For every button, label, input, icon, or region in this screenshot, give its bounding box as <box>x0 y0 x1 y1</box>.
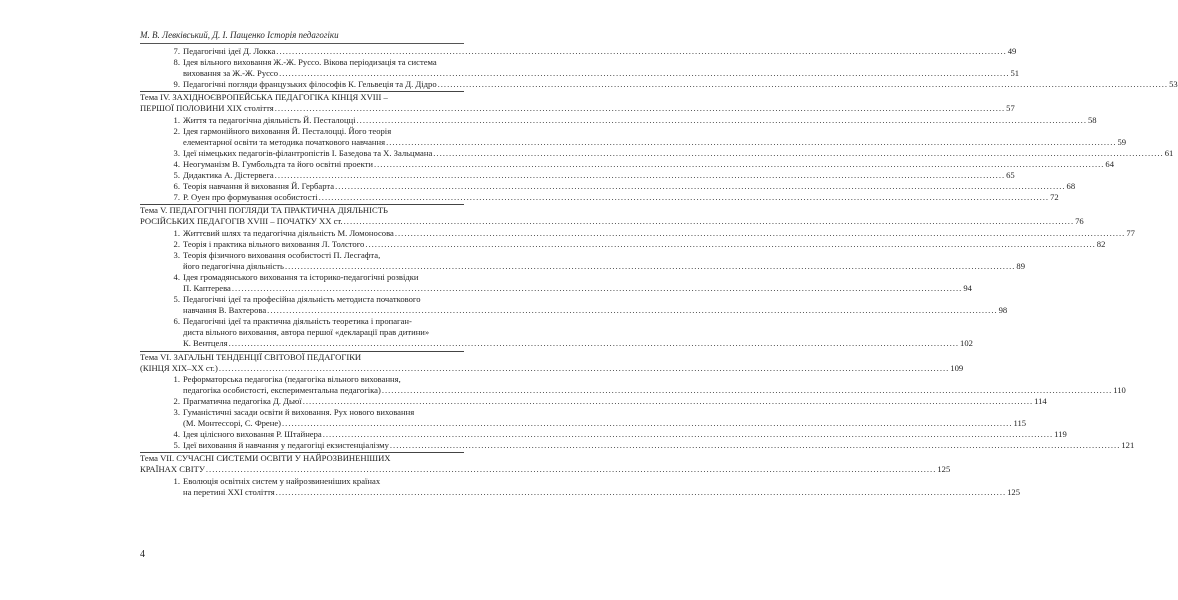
toc-item-number: 1. <box>173 114 180 125</box>
toc-theme-title: Тема VII. СУЧАСНІ СИСТЕМИ ОСВІТИ У НАЙРОЗВИНЕНІШИХ <box>140 453 391 464</box>
toc-item-title: Еволюція освітніх систем у найрозвиненіших країнах <box>183 475 381 486</box>
toc-item <box>140 46 1017 57</box>
toc-page-number: 82 <box>1096 238 1106 249</box>
dot-leader <box>386 137 1116 148</box>
toc-item-number: 1. <box>173 373 180 384</box>
toc-theme-title: РОСІЙСЬКИХ ПЕДАГОГІВ XVIII – ПОЧАТКУ XX ст. <box>140 216 343 227</box>
dot-leader <box>282 418 1012 429</box>
toc-theme-title: (КІНЦЯ ХІХ–ХХ ст.) <box>140 362 218 373</box>
dot-leader <box>395 228 1125 239</box>
toc-item-title: Теорія і практика вільного виховання Л. Толстого <box>183 238 365 249</box>
page-number: 4 <box>140 549 145 560</box>
toc-page-number: 51 <box>1010 68 1020 79</box>
dot-leader <box>276 487 1006 498</box>
toc-theme-title: Тема V. ПЕДАГОГІЧНІ ПОГЛЯДИ ТА ПРАКТИЧНА ДІЯЛЬНІСТЬ <box>140 205 388 216</box>
toc-item <box>140 170 1015 181</box>
toc-item <box>140 440 1135 451</box>
toc-item <box>140 227 1135 239</box>
toc-item <box>140 373 1126 396</box>
toc-item-title: Реформаторська педагогіка (педагогіка вільного виховання, <box>183 373 401 384</box>
toc-item <box>140 57 1020 79</box>
toc-item-title: Теорія навчання й виховання Й. Гербарта <box>183 181 335 192</box>
toc-theme <box>140 351 964 374</box>
toc-item-number: 1. <box>173 475 180 486</box>
toc-item <box>140 429 1067 440</box>
toc-theme-title: ПЕРШОЇ ПОЛОВИНИ ХІХ століття <box>140 103 274 114</box>
toc-item-number: 1. <box>173 227 180 238</box>
toc-item-number: 6. <box>173 316 180 327</box>
toc-item-title: П. Каптерева <box>183 282 231 293</box>
toc-item-title: Гуманістичні засади освіти й виховання. Рух нового виховання <box>183 407 415 417</box>
dot-leader <box>206 464 936 475</box>
toc-page-number: 115 <box>1013 418 1027 429</box>
toc-item-number: 4. <box>173 429 180 440</box>
dot-leader <box>276 46 1006 57</box>
toc-theme <box>140 91 1015 114</box>
toc-page-number: 57 <box>1006 103 1015 114</box>
toc-page-number: 72 <box>1050 192 1059 203</box>
toc-page-number: 68 <box>1066 181 1076 192</box>
running-header: М. В. Левківський, Д. І. Пащенко Історія педагогіки <box>140 30 464 44</box>
toc-item <box>140 79 1178 90</box>
toc-page-number: 77 <box>1126 227 1135 238</box>
toc-item-title: Ідеї німецьких педагогів-філантропістів І. Базедова та Х. Зальцмана <box>183 147 433 158</box>
toc-page-number: 114 <box>1034 395 1047 406</box>
toc-item-title: Педагогічні погляди французьких філософів К. Гельвеція та Д. Дідро <box>183 79 437 90</box>
toc-item-title: Ідея цілісного виховання Р. Штайнера <box>183 429 322 440</box>
toc-page-number: 89 <box>1016 260 1025 271</box>
toc-item <box>140 181 1076 192</box>
toc-item-number: 2. <box>173 125 180 136</box>
toc-item-title: Ідея гармонійного виховання Й. Песталоцці. Його теорія <box>183 125 392 136</box>
toc-page-number: 59 <box>1117 136 1127 147</box>
dot-leader <box>323 429 1053 440</box>
toc-item-title: Ідея громадянського виховання та історико-педагогічні розвідки <box>183 271 419 282</box>
toc-item-number: 6. <box>173 181 180 192</box>
toc-page-number: 109 <box>950 362 964 373</box>
toc-theme-title: Тема IV. ЗАХІДНОЄВРОПЕЙСЬКА ПЕДАГОГІКА КІНЦЯ XVIII – <box>140 92 388 103</box>
toc-item-number: 5. <box>173 170 180 181</box>
toc-item-number: 3. <box>173 249 180 260</box>
toc-item-number: 2. <box>173 395 180 406</box>
dot-leader <box>267 305 997 316</box>
toc-item-title: диста вільного виховання, автора першої «декларації прав дитини» <box>183 327 430 338</box>
toc-item-number: 3. <box>173 147 180 158</box>
toc-item-number: 2. <box>173 238 180 249</box>
toc-item <box>140 158 1115 170</box>
dot-leader <box>275 103 1005 114</box>
toc-item <box>140 114 1097 126</box>
toc-page-number: 119 <box>1054 429 1067 440</box>
toc-page-number: 61 <box>1164 147 1174 158</box>
toc-item <box>140 249 1025 272</box>
toc-page-number: 125 <box>1007 486 1020 497</box>
toc-item-title: Педагогічні ідеї Д. Локка <box>183 46 276 56</box>
dot-leader <box>335 181 1065 192</box>
toc-item <box>140 271 972 294</box>
toc-item <box>140 407 1027 429</box>
toc-item-title: елементарної освіти та методика початкового навчання <box>183 136 386 147</box>
toc-item-number: 9. <box>173 79 180 90</box>
toc-item-title: навчання В. Вахтерова <box>183 305 267 316</box>
toc-item <box>140 192 1059 203</box>
toc-item-title: (М. Монтессорі, С. Френе) <box>183 418 282 429</box>
table-of-contents <box>140 46 1178 498</box>
toc-item-number: 3. <box>173 407 180 417</box>
toc-item <box>140 316 973 349</box>
dot-leader <box>433 148 1163 159</box>
toc-theme-title: Тема VI. ЗАГАЛЬНІ ТЕНДЕНЦІЇ СВІТОВОЇ ПЕДАГОГІКИ <box>140 351 362 362</box>
toc-page-number: 110 <box>1113 384 1126 395</box>
dot-leader <box>275 170 1005 181</box>
toc-item <box>140 147 1174 159</box>
dot-leader <box>219 363 949 374</box>
dot-leader <box>438 79 1168 90</box>
dot-leader <box>390 440 1120 451</box>
dot-leader <box>357 115 1087 126</box>
dot-leader <box>285 261 1015 272</box>
toc-item <box>140 238 1106 250</box>
toc-page-number: 64 <box>1105 158 1115 169</box>
toc-item <box>140 475 1020 498</box>
toc-theme <box>140 204 1084 227</box>
dot-leader <box>374 159 1104 170</box>
toc-item-number: 7. <box>173 46 180 56</box>
toc-page-number: 65 <box>1006 170 1015 181</box>
toc-item-title: педагогіка особистості, експериментальна педагогіка) <box>183 384 381 395</box>
toc-item-title: Теорія фізичного виховання особистості П. Лесгафта, <box>183 249 381 260</box>
toc-page-number: 58 <box>1087 114 1097 125</box>
toc-item-title: Життя та педагогічна діяльність Й. Песталоцці <box>183 114 356 125</box>
toc-item-title: його педагогічна діяльність <box>183 260 284 271</box>
toc-item <box>140 125 1127 148</box>
toc-item-title: Ідеї виховання й навчання у педагогіці екзистенціалізму <box>183 440 389 451</box>
toc-item-number: 4. <box>173 158 180 169</box>
dot-leader <box>303 396 1033 407</box>
dot-leader <box>365 239 1095 250</box>
toc-item-number: 5. <box>173 294 180 305</box>
dot-leader <box>232 283 962 294</box>
toc-item-number: 4. <box>173 271 180 282</box>
dot-leader <box>382 385 1112 396</box>
dot-leader <box>319 192 1049 203</box>
toc-item <box>140 294 1008 316</box>
toc-item-number: 5. <box>173 440 180 451</box>
dot-leader <box>279 68 1009 79</box>
toc-page-number: 98 <box>998 305 1008 316</box>
toc-page-number: 76 <box>1075 216 1084 227</box>
toc-item-title: на перетині ХХІ століття <box>183 486 275 497</box>
toc-page-number: 102 <box>960 338 973 349</box>
toc-page-number: 53 <box>1169 79 1178 90</box>
toc-item-title: Педагогічні ідеї та практична діяльність теоретика і пропаган- <box>183 316 412 327</box>
toc-item-title: Педагогічні ідеї та професійна діяльність методиста початкового <box>183 294 421 305</box>
toc-item-title: Життєвий шлях та педагогічна діяльність М. Ломоносова <box>183 227 394 238</box>
toc-item-number: 7. <box>173 192 180 203</box>
toc-page-number: 125 <box>937 464 951 475</box>
toc-item-title: Р. Оуен про формування особистості <box>183 192 318 203</box>
toc-item-number: 8. <box>173 57 180 68</box>
toc-item-title: виховання за Ж.-Ж. Руссо <box>183 68 279 79</box>
toc-item-title: Прагматична педагогіка Д. Дьюї <box>183 395 302 406</box>
dot-leader <box>229 338 959 349</box>
toc-page-number: 94 <box>963 282 972 293</box>
toc-page-number: 121 <box>1121 440 1135 451</box>
toc-item-title: Неогуманізм В. Гумбольдта та його освітні проекти <box>183 158 373 169</box>
toc-item-title: Ідея вільного виховання Ж.-Ж. Руссо. Вікова періодизація та система <box>183 57 437 68</box>
toc-theme <box>140 452 951 475</box>
toc-item <box>140 395 1047 407</box>
toc-theme-title: КРАЇНАХ СВІТУ <box>140 464 205 475</box>
toc-item-title: К. Вентцеля <box>183 338 228 349</box>
dot-leader <box>344 216 1074 227</box>
toc-item-title: Дидактика А. Дістервега <box>183 170 274 181</box>
toc-page-number: 49 <box>1007 46 1017 56</box>
